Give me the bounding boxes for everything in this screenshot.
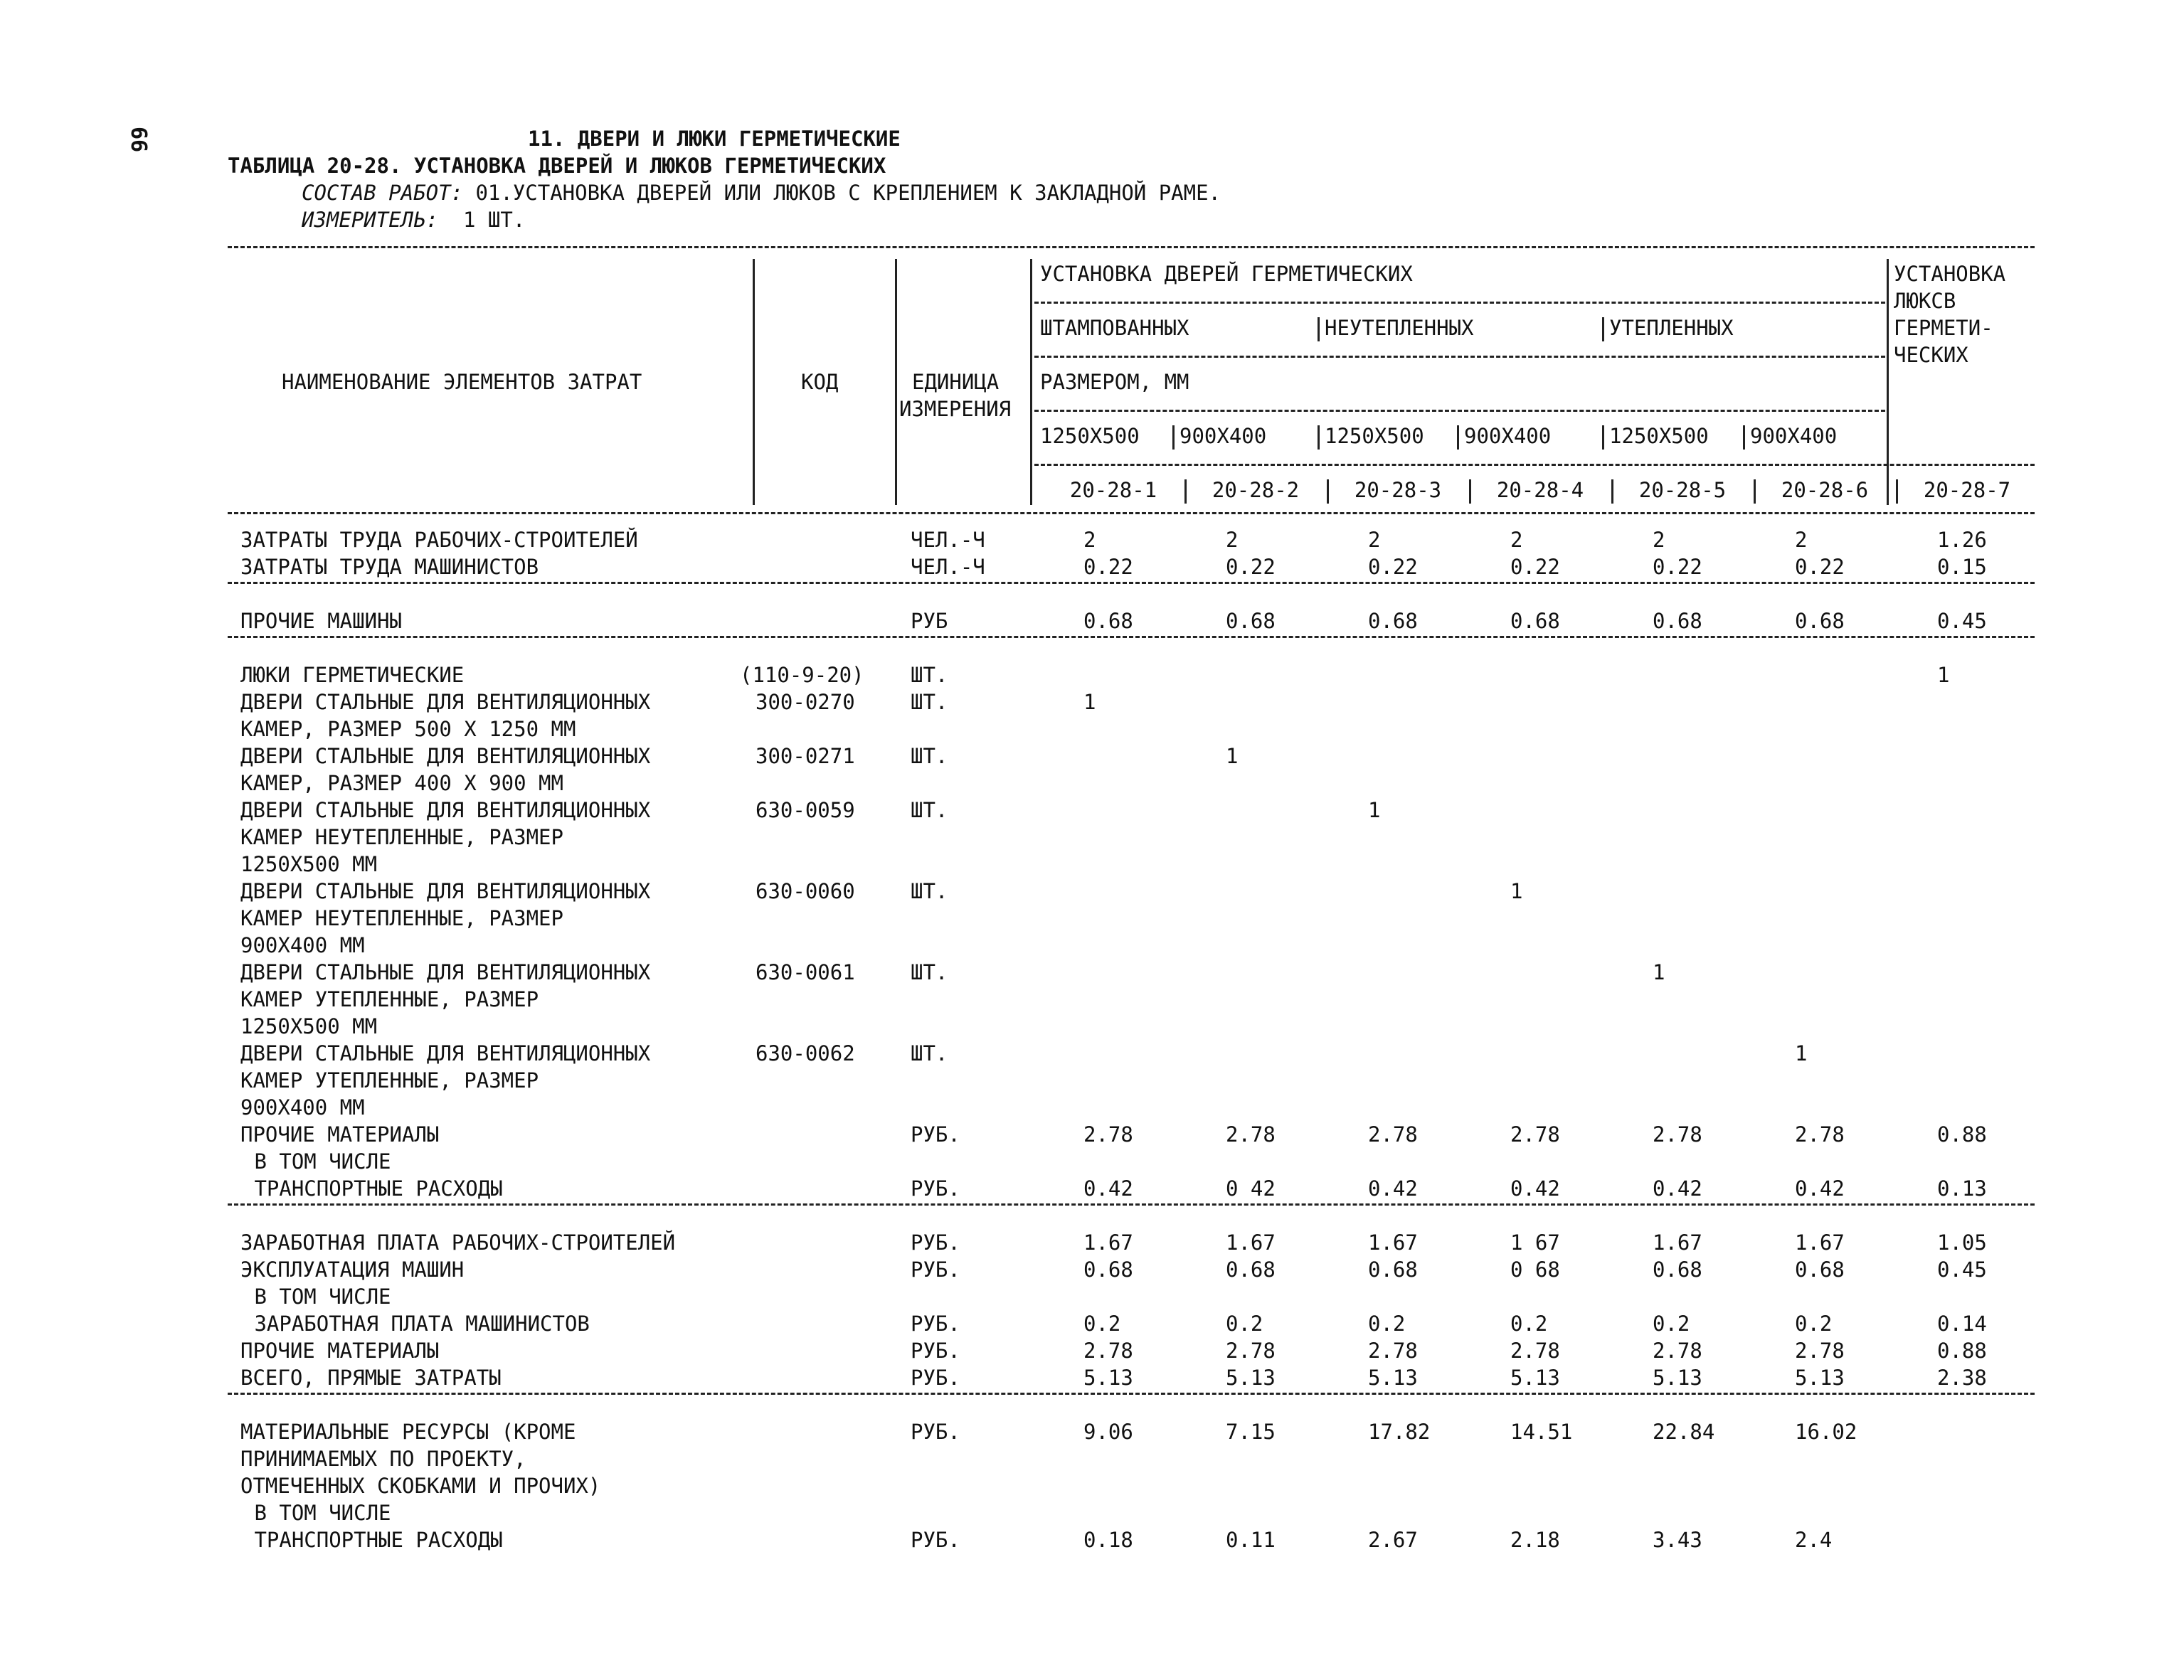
row-value: 0.2 <box>1083 1312 1121 1336</box>
header-size-3: 1250Х500 <box>1325 424 1424 448</box>
row-unit: РУБ. <box>911 1230 960 1255</box>
section-rule <box>228 582 2035 584</box>
row-value: 0.22 <box>1368 555 1418 579</box>
row-value: 0.88 <box>1937 1339 1987 1363</box>
header-divider <box>1611 479 1613 504</box>
section-rule <box>228 1203 2035 1206</box>
row-name: ПРИНИМАЕМЫХ ПО ПРОЕКТУ, <box>240 1447 526 1471</box>
header-name: НАИМЕНОВАНИЕ ЭЛЕМЕНТОВ ЗАТРАТ <box>282 370 642 394</box>
row-value: 0.2 <box>1368 1312 1406 1336</box>
header-divider <box>1602 317 1604 341</box>
row-value: 2.78 <box>1368 1122 1418 1147</box>
row-name: МАТЕРИАЛЬНЫЕ РЕСУРСЫ (КРОМЕ <box>240 1420 576 1444</box>
row-unit: РУБ. <box>911 1176 960 1201</box>
row-value: 0.68 <box>1795 1258 1845 1282</box>
header-divider <box>1172 425 1175 450</box>
row-value: 1 <box>1937 663 1950 687</box>
row-name: 900Х400 ММ <box>240 1095 365 1120</box>
header-column-code: 20-28-5 <box>1638 478 1727 502</box>
row-name: ОТМЕЧЕННЫХ СКОБКАМИ И ПРОЧИХ) <box>240 1474 601 1498</box>
row-value: 2.78 <box>1653 1339 1702 1363</box>
row-unit: ЧЕЛ.-Ч <box>911 528 985 552</box>
header-divider <box>1327 479 1329 504</box>
row-name: ВСЕГО, ПРЯМЫЕ ЗАТРАТЫ <box>240 1366 502 1390</box>
row-code: 300-0271 <box>756 744 855 768</box>
row-name: ТРАНСПОРТНЫЕ РАСХОДЫ <box>242 1176 503 1201</box>
row-unit: ШТ. <box>911 744 948 768</box>
row-unit: РУБ. <box>911 1528 960 1552</box>
row-value: 2.38 <box>1937 1366 1987 1390</box>
row-name: ЗАРАБОТНАЯ ПЛАТА РАБОЧИХ-СТРОИТЕЛЕЙ <box>240 1230 676 1255</box>
row-value: 1 <box>1368 798 1381 822</box>
table-title: ТАБЛИЦА 20-28. УСТАНОВКА ДВЕРЕЙ И ЛЮКОВ ГЕРМЕТИЧЕСКИХ <box>228 154 886 178</box>
row-value: 2.78 <box>1653 1122 1702 1147</box>
row-name: ДВЕРИ СТАЛЬНЫЕ ДЛЯ ВЕНТИЛЯЦИОННЫХ <box>240 960 651 984</box>
row-value: 0.68 <box>1083 1258 1133 1282</box>
header-size-label: РАЗМЕРОМ, ММ <box>1040 370 1189 394</box>
row-value: 9.06 <box>1083 1420 1133 1444</box>
row-unit: РУБ. <box>911 1312 960 1336</box>
row-value: 2.78 <box>1795 1122 1845 1147</box>
header-hatches-4: ЧЕСКИХ <box>1894 343 1968 367</box>
row-name: ЗАТРАТЫ ТРУДА РАБОЧИХ-СТРОИТЕЛЕЙ <box>240 528 638 552</box>
row-value: 1 67 <box>1510 1230 1560 1255</box>
row-name: В ТОМ ЧИСЛЕ <box>242 1149 391 1174</box>
header-hatches-2: ЛЮКСВ <box>1894 289 1956 313</box>
row-name: ПРОЧИЕ МАШИНЫ <box>240 609 402 633</box>
row-value: 2.78 <box>1510 1122 1560 1147</box>
header-rule <box>1034 464 2035 466</box>
row-value: 0 42 <box>1226 1176 1276 1201</box>
row-value: 0 68 <box>1510 1258 1560 1282</box>
row-value: 2.78 <box>1795 1339 1845 1363</box>
row-unit: РУБ. <box>911 1122 960 1147</box>
row-name: ПРОЧИЕ МАТЕРИАЛЫ <box>240 1122 440 1147</box>
row-value: 7.15 <box>1226 1420 1276 1444</box>
row-name: ДВЕРИ СТАЛЬНЫЕ ДЛЯ ВЕНТИЛЯЦИОННЫХ <box>240 690 651 714</box>
header-code: КОД <box>801 370 839 394</box>
row-value: 1.67 <box>1368 1230 1418 1255</box>
header-divider <box>1469 479 1471 504</box>
row-value: 0.2 <box>1226 1312 1263 1336</box>
row-name: 1250Х500 ММ <box>240 852 378 876</box>
header-rule <box>1034 302 1885 304</box>
row-value: 1 <box>1083 690 1096 714</box>
header-sub-stamped: ШТАМПОВАННЫХ <box>1040 316 1189 340</box>
row-value: 0.88 <box>1937 1122 1987 1147</box>
row-value: 0.68 <box>1795 609 1845 633</box>
row-value: 2.78 <box>1368 1339 1418 1363</box>
row-value: 0.68 <box>1653 1258 1702 1282</box>
row-value: 0.68 <box>1653 609 1702 633</box>
row-value: 0.13 <box>1937 1176 1987 1201</box>
row-name: КАМЕР, РАЗМЕР 500 Х 1250 ММ <box>240 717 576 741</box>
row-value: 2 <box>1083 528 1096 552</box>
work-composition <box>302 179 1221 206</box>
row-name: КАМЕР, РАЗМЕР 400 Х 900 ММ <box>240 771 563 795</box>
row-unit: РУБ. <box>911 1339 960 1363</box>
row-value: 0.14 <box>1937 1312 1987 1336</box>
row-value: 5.13 <box>1368 1366 1418 1390</box>
row-unit: ШТ. <box>911 879 948 903</box>
header-column-code: 20-28-3 <box>1354 478 1442 502</box>
section-rule <box>228 636 2035 638</box>
header-column-code: 20-28-2 <box>1212 478 1300 502</box>
row-value: 2.78 <box>1226 1339 1276 1363</box>
row-value: 0.22 <box>1510 555 1560 579</box>
row-value: 0.42 <box>1083 1176 1133 1201</box>
header-hatches-3: ГЕРМЕТИ- <box>1894 316 1993 340</box>
header-divider <box>1030 259 1032 505</box>
header-divider <box>1318 425 1320 450</box>
row-value: 0.42 <box>1795 1176 1845 1201</box>
header-column-code: 20-28-1 <box>1069 478 1157 502</box>
page-number: 66 <box>126 127 151 153</box>
header-divider <box>895 259 897 505</box>
row-value: 0.2 <box>1510 1312 1548 1336</box>
header-divider <box>753 259 755 505</box>
row-unit: ШТ. <box>911 1041 948 1065</box>
row-value: 14.51 <box>1510 1420 1573 1444</box>
row-name: КАМЕР НЕУТЕПЛЕННЫЕ, РАЗМЕР <box>240 906 563 930</box>
measure-text: 1 ШТ. <box>462 208 526 232</box>
row-value: 2.78 <box>1083 1122 1133 1147</box>
header-size-2: 900Х400 <box>1180 424 1267 448</box>
row-value: 2 <box>1368 528 1381 552</box>
row-name: ЛЮКИ ГЕРМЕТИЧЕСКИЕ <box>240 663 465 687</box>
row-value: 2 <box>1795 528 1808 552</box>
header-hatches-1: УСТАНОВКА <box>1894 262 2006 286</box>
header-column-code: 20-28-6 <box>1781 478 1869 502</box>
header-divider <box>1896 479 1898 504</box>
row-value: 2 <box>1653 528 1665 552</box>
row-name: В ТОМ ЧИСЛЕ <box>242 1285 391 1309</box>
measure <box>302 206 525 233</box>
row-name: ДВЕРИ СТАЛЬНЫЕ ДЛЯ ВЕНТИЛЯЦИОННЫХ <box>240 879 651 903</box>
row-value: 2.4 <box>1795 1528 1833 1552</box>
row-unit: РУБ. <box>911 1420 960 1444</box>
row-unit: РУБ <box>911 609 948 633</box>
row-value: 1.67 <box>1653 1230 1702 1255</box>
row-value: 2.18 <box>1510 1528 1560 1552</box>
header-sub-uninsulated: НЕУТЕПЛЕННЫХ <box>1325 316 1474 340</box>
row-value: 22.84 <box>1653 1420 1715 1444</box>
row-value: 0.18 <box>1083 1528 1133 1552</box>
row-value: 0.42 <box>1510 1176 1560 1201</box>
row-value: 0.45 <box>1937 609 1987 633</box>
header-top-rule <box>228 246 2035 248</box>
header-column-code: 20-28-7 <box>1923 478 2011 502</box>
row-value: 0.22 <box>1226 555 1276 579</box>
row-unit: ШТ. <box>911 960 948 984</box>
row-value: 0.68 <box>1510 609 1560 633</box>
row-value: 5.13 <box>1226 1366 1276 1390</box>
row-value: 0.11 <box>1226 1528 1276 1552</box>
section-rule <box>228 1393 2035 1395</box>
row-value: 0.42 <box>1653 1176 1702 1201</box>
work-label: СОСТАВ РАБОТ: <box>302 181 463 205</box>
row-value: 1.67 <box>1226 1230 1276 1255</box>
row-name: ЗАТРАТЫ ТРУДА МАШИНИСТОВ <box>240 555 539 579</box>
header-sub-insulated: УТЕПЛЕННЫХ <box>1609 316 1734 340</box>
row-value: 1 <box>1653 960 1665 984</box>
work-text: 01.УСТАНОВКА ДВЕРЕЙ ИЛИ ЛЮКОВ С КРЕПЛЕНИЕМ К ЗАКЛАДНОЙ РАМЕ. <box>475 181 1221 205</box>
row-value: 2 <box>1226 528 1239 552</box>
row-value: 2.67 <box>1368 1528 1418 1552</box>
header-size-4: 900Х400 <box>1464 424 1552 448</box>
row-value: 17.82 <box>1368 1420 1431 1444</box>
row-value: 16.02 <box>1795 1420 1857 1444</box>
row-value: 0.22 <box>1653 555 1702 579</box>
row-value: 0.22 <box>1083 555 1133 579</box>
row-value: 0.68 <box>1226 609 1276 633</box>
row-name: 1250Х500 ММ <box>240 1014 378 1038</box>
header-divider <box>1602 425 1604 450</box>
row-value: 0.68 <box>1368 1258 1418 1282</box>
row-unit: ШТ. <box>911 798 948 822</box>
row-value: 2.78 <box>1226 1122 1276 1147</box>
header-size-6: 900Х400 <box>1750 424 1838 448</box>
row-value: 0.2 <box>1653 1312 1690 1336</box>
row-value: 1.05 <box>1937 1230 1987 1255</box>
header-column-code: 20-28-4 <box>1496 478 1584 502</box>
row-value: 1.26 <box>1937 528 1987 552</box>
header-divider <box>1743 425 1745 450</box>
row-value: 5.13 <box>1510 1366 1560 1390</box>
row-unit: ШТ. <box>911 663 948 687</box>
row-name: ПРОЧИЕ МАТЕРИАЛЫ <box>240 1339 440 1363</box>
row-value: 0.68 <box>1083 609 1133 633</box>
row-value: 2.78 <box>1510 1339 1560 1363</box>
measure-label: ИЗМЕРИТЕЛЬ: <box>302 208 439 232</box>
row-unit: ШТ. <box>911 690 948 714</box>
row-value: 2 <box>1510 528 1523 552</box>
row-value: 0.2 <box>1795 1312 1833 1336</box>
row-code: 630-0061 <box>756 960 855 984</box>
row-value: 1 <box>1510 879 1523 903</box>
header-size-5: 1250Х500 <box>1609 424 1709 448</box>
header-divider <box>1184 479 1187 504</box>
header-divider <box>1457 425 1459 450</box>
header-unit-1: ЕДИНИЦА <box>912 370 1000 394</box>
row-code: 630-0059 <box>756 798 855 822</box>
row-name: ДВЕРИ СТАЛЬНЫЕ ДЛЯ ВЕНТИЛЯЦИОННЫХ <box>240 1041 651 1065</box>
row-value: 0.42 <box>1368 1176 1418 1201</box>
row-name: ТРАНСПОРТНЫЕ РАСХОДЫ <box>242 1528 503 1552</box>
row-name: КАМЕР НЕУТЕПЛЕННЫЕ, РАЗМЕР <box>240 825 563 849</box>
row-value: 0.68 <box>1226 1258 1276 1282</box>
row-value: 1.67 <box>1795 1230 1845 1255</box>
header-size-1: 1250Х500 <box>1040 424 1140 448</box>
row-name: В ТОМ ЧИСЛЕ <box>242 1501 391 1525</box>
row-code: 630-0060 <box>756 879 855 903</box>
row-value: 0.22 <box>1795 555 1845 579</box>
header-unit-2: ИЗМЕРЕНИЯ <box>899 397 1012 421</box>
row-unit: ЧЕЛ.-Ч <box>911 555 985 579</box>
row-name: 900Х400 ММ <box>240 933 365 957</box>
row-value: 2.78 <box>1083 1339 1133 1363</box>
row-value: 1 <box>1226 744 1239 768</box>
row-name: КАМЕР УТЕПЛЕННЫЕ, РАЗМЕР <box>240 987 539 1011</box>
row-name: ДВЕРИ СТАЛЬНЫЕ ДЛЯ ВЕНТИЛЯЦИОННЫХ <box>240 798 651 822</box>
row-value: 0.15 <box>1937 555 1987 579</box>
row-value: 5.13 <box>1653 1366 1702 1390</box>
row-value: 1 <box>1795 1041 1808 1065</box>
row-value: 5.13 <box>1795 1366 1845 1390</box>
row-unit: РУБ. <box>911 1366 960 1390</box>
row-code: 300-0270 <box>756 690 855 714</box>
row-value: 3.43 <box>1653 1528 1702 1552</box>
row-name: ЗАРАБОТНАЯ ПЛАТА МАШИНИСТОВ <box>242 1312 590 1336</box>
header-group-doors: УСТАНОВКА ДВЕРЕЙ ГЕРМЕТИЧЕСКИХ <box>1040 262 1413 286</box>
section-title: 11. ДВЕРИ И ЛЮКИ ГЕРМЕТИЧЕСКИЕ <box>528 127 901 151</box>
header-rule <box>1034 356 1885 358</box>
header-rule <box>1034 410 1885 412</box>
header-bottom-rule <box>228 512 2035 514</box>
row-name: КАМЕР УТЕПЛЕННЫЕ, РАЗМЕР <box>240 1068 539 1092</box>
row-value: 0.68 <box>1368 609 1418 633</box>
row-value: 0.45 <box>1937 1258 1987 1282</box>
header-divider <box>1318 317 1320 341</box>
header-divider <box>1887 259 1889 505</box>
header-divider <box>1754 479 1756 504</box>
row-name: ЭКСПЛУАТАЦИЯ МАШИН <box>240 1258 465 1282</box>
row-value: 1.67 <box>1083 1230 1133 1255</box>
row-unit: РУБ. <box>911 1258 960 1282</box>
row-code: (110-9-20) <box>740 663 864 687</box>
row-value: 5.13 <box>1083 1366 1133 1390</box>
row-code: 630-0062 <box>756 1041 855 1065</box>
row-name: ДВЕРИ СТАЛЬНЫЕ ДЛЯ ВЕНТИЛЯЦИОННЫХ <box>240 744 651 768</box>
